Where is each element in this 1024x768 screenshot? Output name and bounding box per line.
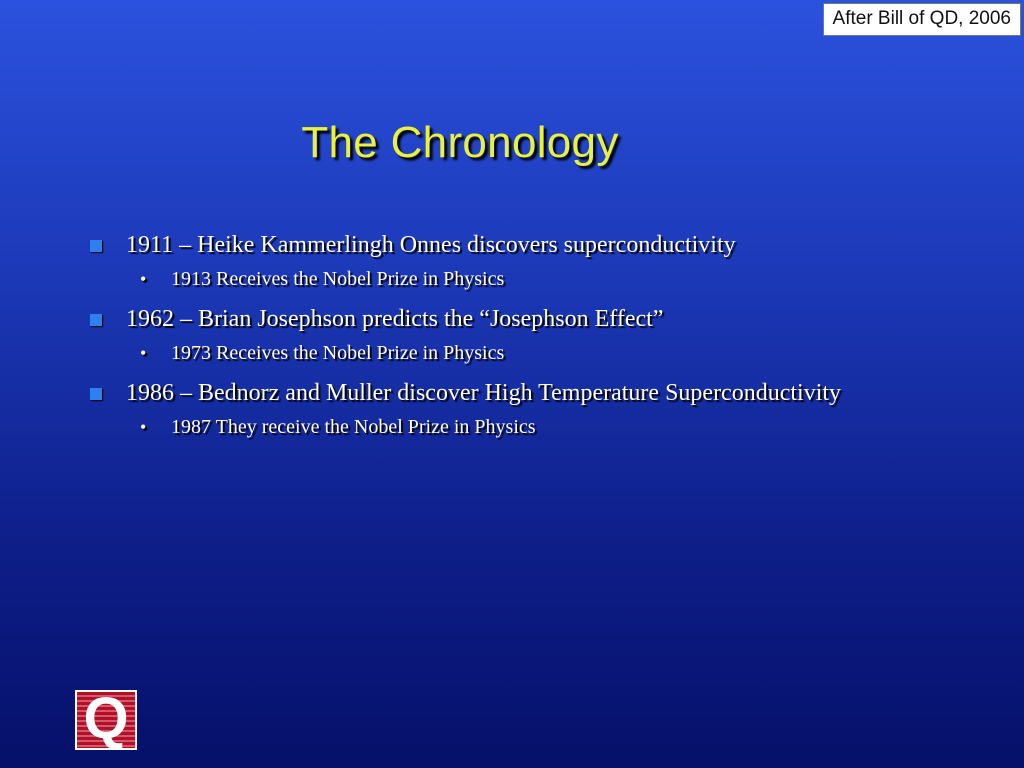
- sub-bullet-item: [88, 264, 888, 294]
- q-logo-icon: [75, 690, 137, 750]
- sub-bullet-item: [88, 338, 888, 368]
- dot-bullet-icon: •: [140, 417, 147, 437]
- sub-bullet-text: 1973 Receives the Nobel Prize in Physics: [171, 342, 505, 364]
- bullet-item: [88, 228, 888, 262]
- square-bullet-icon: [90, 388, 102, 400]
- logo-letter: Q: [83, 690, 129, 750]
- bullet-list: [88, 228, 888, 450]
- bullet-text: 1962 – Brian Josephson predicts the “Josephson Effect”: [126, 306, 664, 332]
- dot-bullet-icon: •: [140, 269, 147, 289]
- sub-bullet-item: [88, 412, 888, 442]
- slide-title: The Chronology: [301, 118, 619, 167]
- credit-text: After Bill of QD, 2006: [832, 8, 1011, 29]
- square-bullet-icon: [90, 240, 102, 252]
- bullet-text: 1911 – Heike Kammerlingh Onnes discovers superconductivity: [126, 232, 736, 258]
- dot-bullet-icon: •: [140, 343, 147, 363]
- bullet-item: [88, 376, 888, 410]
- sub-bullet-text: 1913 Receives the Nobel Prize in Physics: [171, 268, 505, 290]
- bullet-text: 1986 – Bednorz and Muller discover High Temperature Superconductivity: [126, 380, 842, 406]
- sub-bullet-text: 1987 They receive the Nobel Prize in Physics: [171, 416, 536, 438]
- square-bullet-icon: [90, 314, 102, 326]
- credit-box: [823, 3, 1021, 36]
- bullet-item: [88, 302, 888, 336]
